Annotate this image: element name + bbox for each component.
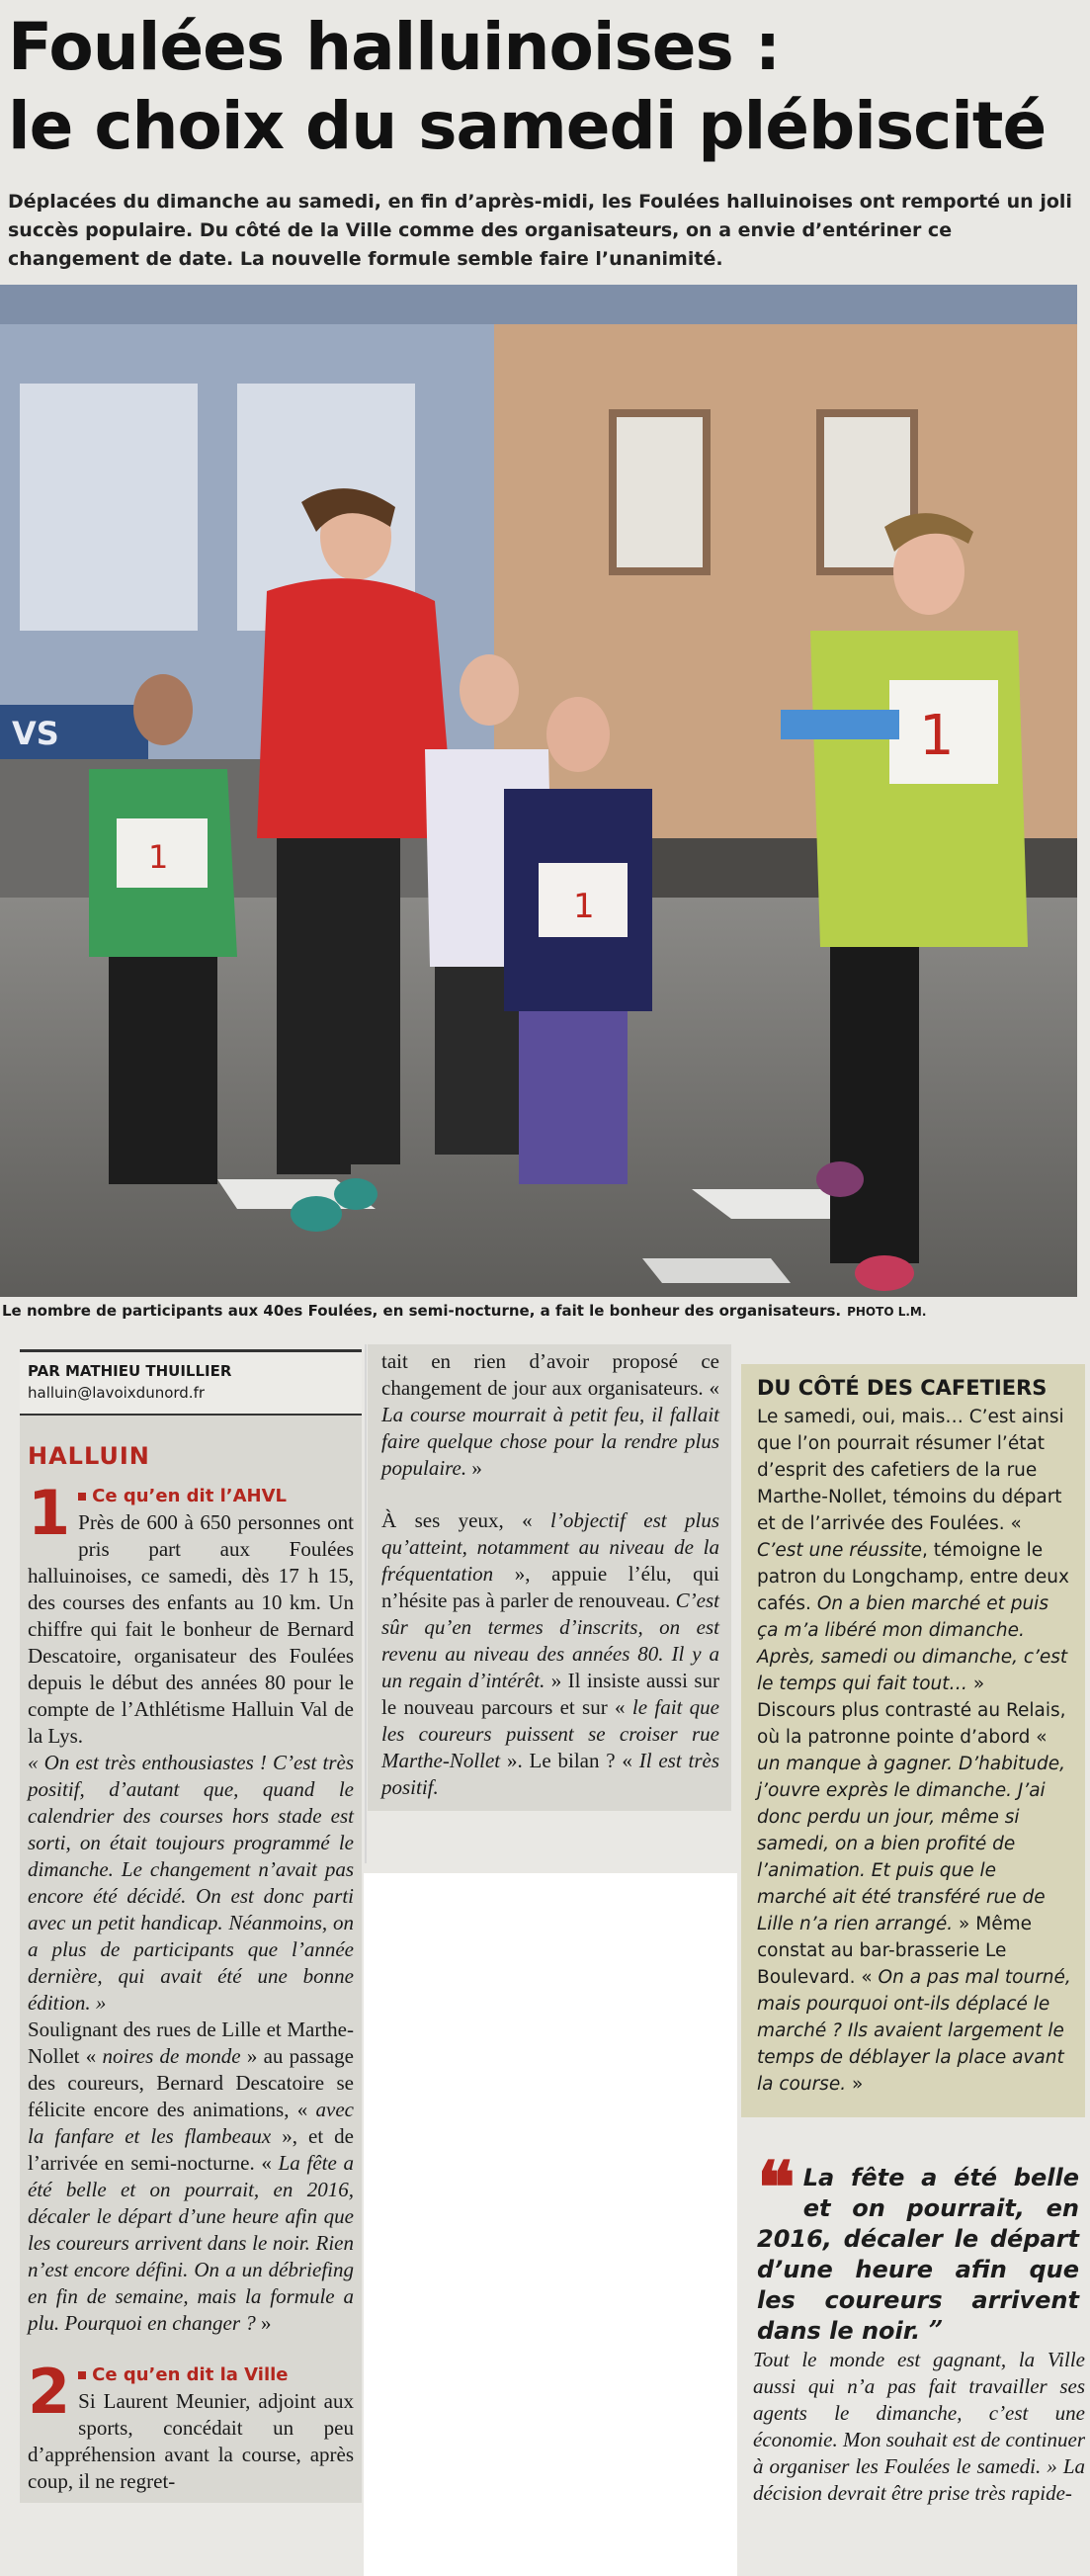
shaded-article-box: [20, 1416, 362, 2503]
headline-line-2: le choix du samedi plébiscité: [8, 88, 1047, 164]
photo-caption: [2, 1301, 1087, 1322]
part-1-paragraph-2: « On est très enthousiastes ! C’est très positif, d’autant que, quand le calendrier des courses hors stade est sorti, on était toujours programmé le dimanche. Le changement n’avait pas encore été décidé. On est donc parti avec un petit handicap. Néanmoins, on a plus de participants que l’année dernière, qui avait été une bonne édition. »: [28, 1751, 354, 2015]
square-bullet-icon: [78, 1493, 86, 1501]
author-name: PAR MATHIEU THUILLIER: [28, 1362, 232, 1380]
part-1-paragraph-3: Soulignant des rues de Lille et Marthe-Nollet « noires de monde » au passage des coureurs, Bernard Descatoire se félicite encore des animations, « avec la fanfare et les flambeaux », et de l’arrivée en semi-nocturne. « La fête a été belle et on pourrait, en 2016, décaler le départ d’une heure afin que les coureurs arrivent dans le noir. Rien n’est encore défini. On a un débriefing en fin de semaine, mais la formule a plu. Pourquoi en changer ? »: [28, 2018, 354, 2335]
lead-paragraph: Déplacées du dimanche au samedi, en fin d’après-midi, les Foulées halluinoises ont remporté un joli succès populaire. Du côté de la Ville comme des organisateurs, on a envie d’entériner ce changement de date. La nouvelle formule semble faire l’unanimité.: [8, 191, 1072, 270]
square-bullet-icon: [78, 2371, 86, 2379]
runners-photo-illustration: [0, 285, 1077, 1297]
close-quote-icon: ”: [928, 2316, 944, 2346]
caption-text: Le nombre de participants aux 40es Foulées, en semi-nocturne, a fait le bonheur des organisateurs.: [2, 1302, 842, 1320]
part-2-heading: [28, 2356, 354, 2495]
headline-line-1: Foulées halluinoises :: [8, 9, 781, 85]
blank-area: [364, 1873, 737, 2576]
after-quote-paragraph: Tout le monde est gagnant, la Ville aussi qui n’a pas fait travailler ses agents le dimanche, c’est une économie. Mon souhait est de continuer à organiser les Foulées le samedi. » La décision devrait être prise très rapide-: [753, 2348, 1085, 2505]
cafetiers-paragraph-1: Le samedi, oui, mais… C’est ainsi que l’on pourrait résumer l’état d’esprit des cafetiers de la rue Marthe-Nollet, témoins du départ et de l’arrivée des Foulées. « C’est une réussite, témoigne le patron du Longchamp, entre deux cafés. On a bien marché et puis ça m’a libéré mon dimanche. Après, samedi ou dimanche, c’est le temps qui fait tout… »: [757, 1407, 1069, 1694]
cafetiers-title: DU CÔTÉ DES CAFETIERS: [757, 1376, 1048, 1400]
author-email[interactable]: halluin@lavoixdunord.fr: [28, 1384, 206, 1402]
part-2-number: 2: [28, 2356, 71, 2428]
cafetiers-box: [741, 1364, 1085, 2117]
column-2: [368, 1344, 731, 1811]
part-2-label: Ce qu’en dit la Ville: [28, 2362, 354, 2388]
pull-quote: [741, 2145, 1085, 2347]
part-1-label: Ce qu’en dit l’AHVL: [28, 1484, 354, 1509]
section-title: HALLUIN: [28, 1442, 150, 1470]
shop-sign: VS: [12, 715, 59, 752]
photo-credit: PHOTO L.M.: [847, 1305, 927, 1319]
cafetiers-paragraph-2: Discours plus contrasté au Relais, où la patronne pointe d’abord « un manque à gagner. D’habitude, j’ouvre exprès le dimanche. J’ai donc perdu un jour, même si samedi, on a bien profité de l’animation. Et puis que le marché ait été transféré rue de Lille n’a rien arrangé. » Même constat au bar-brasserie Le Boulevard. « On a pas mal tourné, mais pourquoi ont-ils déplacé le marché ? Ils avaient largement le temps de déblayer la place avant la course. »: [757, 1700, 1071, 2095]
pull-quote-text: La fête a été belle et on pourrait, en 2016, décaler le départ d’une heure afin que les coureurs arrivent dans le noir. ”: [757, 2164, 1079, 2346]
byline: [20, 1349, 362, 1416]
part-1-paragraph-1: Près de 600 à 650 personnes ont pris part aux Foulées halluinoises, ce samedi, dès 17 h 15, des courses des enfants au 10 km. Un chiffre qui fait le bonheur de Bernard Descatoire, organisateur des Foulées depuis le début des années 80 pour le compte de l’Athlétisme Halluin Val de la Lys.: [28, 1510, 354, 1748]
column-1: [20, 1349, 362, 2503]
column-3: [741, 1364, 1085, 2507]
column-2-text: [368, 1344, 731, 1811]
column-separator: [365, 1344, 367, 1863]
col2-paragraph-2: À ses yeux, « l’objectif est plus qu’atteint, notamment au niveau de la fréquentation », appuie l’élu, qui n’hésite pas à parler de renouveau. C’est sûr qu’en termes d’inscrits, on est revenu au niveau des années 80. Il y a un regain d’intérêt. » Il insiste aussi sur le nouveau parcours et sur « le fait que les coureurs puissent se croiser rue Marthe-Nollet ». Le bilan ? « Il est très positif.: [381, 1508, 720, 1799]
svg-text:1: 1: [573, 887, 595, 926]
part-1-heading: [28, 1477, 354, 1750]
article-photo: [0, 285, 1077, 1297]
part-1-number: 1: [28, 1477, 71, 1549]
open-quote-icon: ❝: [757, 2145, 796, 2229]
svg-text:1: 1: [148, 838, 169, 876]
headline: [8, 8, 1085, 166]
part-2-paragraph-1: Si Laurent Meunier, adjoint aux sports, concédait un peu d’appréhension avant la course, après coup, il ne regret-: [28, 2389, 354, 2493]
svg-text:1: 1: [919, 704, 955, 768]
col2-paragraph-1: tait en rien d’avoir proposé ce changement de jour aux organisateurs. « La course mourrait à petit feu, il fallait faire quelque chose pour la rendre plus populaire. »: [381, 1349, 719, 1480]
